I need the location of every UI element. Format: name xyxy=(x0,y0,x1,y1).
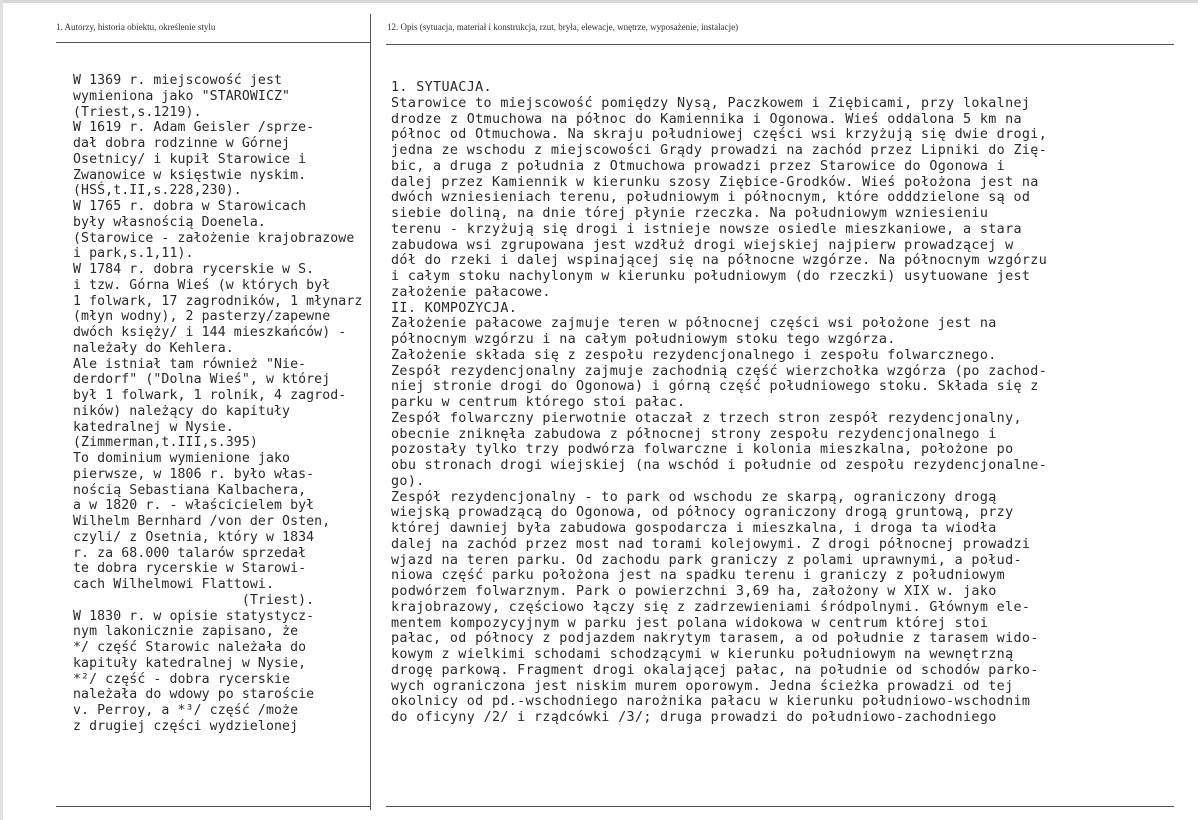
text-line: czyli/ z Osetnia, który w 1834 xyxy=(73,529,315,545)
text-line: Założenie składa się z zespołu rezydencjonalnego i zespołu folwarcznego. xyxy=(391,347,997,363)
text-line: i całym stoku nachylonym w kierunku południowym (do rzeczki) usytuowane jest xyxy=(391,269,1031,284)
text-line: pozostały tylko trzy podwórza folwarczne i kolonia mieszkalna, położone po xyxy=(391,442,1014,458)
text-line: pałac, od północy z podjazdem nakrytym tarasem, a od południe z tarasem wido- xyxy=(391,631,1039,647)
scan-edge-top xyxy=(0,0,1198,3)
text-line: północ od Otmuchowa. Na skraju południowej części wsi krzyżują się dwie drogi, xyxy=(391,127,1048,143)
text-line: cach Wilhelmowi Flattowi. xyxy=(73,577,274,592)
text-line: Zespół rezydencjonalny zajmuje zachodnią część wierzchołka wzgórza (po zachod- xyxy=(391,363,1048,379)
scan-edge-left xyxy=(0,0,3,820)
text-line: terenu - krzyżują się drogi i istnieje nowsze osiedle mieszkaniowe, a stara xyxy=(391,221,1022,237)
right-bottom-rule xyxy=(386,806,1174,807)
text-line: Wilhelm Bernhard /von der Osten, xyxy=(73,514,331,529)
text-line: W 1784 r. dobra rycerskie w S. xyxy=(73,262,315,277)
text-line: a w 1820 r. - właścicielem był xyxy=(73,498,315,514)
text-line: 1 folwark, 17 zagrodników, 1 młynarz xyxy=(73,293,363,309)
left-column-text xyxy=(73,73,373,735)
text-line: założenie pałacowe. xyxy=(391,284,551,300)
text-line: do oficyny /2/ i rządcówki /3/; druga prowadzi do południowo-zachodniego xyxy=(391,710,997,725)
text-line: parku w centrum którego stoi pałac. xyxy=(391,395,686,410)
text-line: Zespół rezydencjonalny - to park od wschodu ze skarpą, ograniczony drogą xyxy=(391,489,997,505)
text-line: te dobra rycerskie w Starowi- xyxy=(73,561,307,577)
right-header-rule xyxy=(386,44,1174,45)
text-line: r. za 68.000 talarów sprzedał xyxy=(73,545,307,561)
text-line: Ale istniał tam również "Nie- xyxy=(73,356,307,372)
text-line: drogę parkową. Fragment drogi okalającej pałac, na południe od schodów parko- xyxy=(391,662,1039,678)
text-line: katedralnej w Nysie. xyxy=(73,419,234,435)
text-line: był 1 folwark, 1 rolnik, 4 zagrod- xyxy=(73,388,347,403)
text-line: niej stronie drogi do Ogonowa) i górną część południowego stoku. Składa się z xyxy=(391,379,1039,395)
text-line: 1. SYTUACJA. xyxy=(391,80,492,95)
text-line: (HSŚ,t.II,s.228,230). xyxy=(73,183,242,199)
text-line: ników) należący do kapituły xyxy=(73,403,291,419)
text-line: (Starowice - założenie krajobrazowe xyxy=(73,230,355,246)
text-line: kowym z wielkimi schodami schodzącymi w kierunku południowym na wewnętrzną xyxy=(391,647,1014,662)
text-line: bic, a druga z południa z Otmuchowa prowadzi przez Starowice do Ogonowa i xyxy=(391,158,1006,174)
text-line: podwórzem folwarznym. Park o powierzchni 3,69 ha, założony w XIX w. jako xyxy=(391,584,997,599)
text-line: dalej na zachód przez most nad torami kolejowymi. Z drogi północnej prowadzi xyxy=(391,536,1031,552)
text-line: nym lakonicznie zapisano, że xyxy=(73,624,299,640)
text-line: z drugiej części wydzielonej xyxy=(73,718,299,734)
text-line: */ część Starowic należała do xyxy=(73,640,307,655)
text-line: Zwanowice w księstwie nyskim. xyxy=(73,167,307,183)
text-line: (Zimmerman,t.III,s.395) xyxy=(73,435,258,451)
text-line: derdorf" ("Dolna Wieś", w której xyxy=(73,372,331,388)
text-line: drodze z Otmuchowa na północ do Kamiennika i Ogonowa. Wieś oddalona 5 km na xyxy=(391,111,1022,127)
text-line: v. Perroy, a *³/ część /może xyxy=(73,703,299,718)
text-line: północnym wzgórzu i na całym południowym stoku tego wzgórza. xyxy=(391,332,896,347)
text-line: niowa część parku położona jest na spadku terenu i graniczy z południowym xyxy=(391,568,1006,584)
text-line: (Triest,s.1219). xyxy=(73,104,202,120)
text-line: wiejską prowadzącą do Ogonowa, od północy ograniczony drogą gruntową, przy xyxy=(391,505,1014,521)
text-line: były własnością Doenela. xyxy=(73,214,266,230)
text-line: dalej przez Kamiennik w kierunku szosy Ziębice-Grodków. Wieś położona jest na xyxy=(391,174,1039,190)
text-line: wymieniona jako "STAROWICZ" xyxy=(73,88,291,104)
text-line: której dawniej była zabudowa gospodarcza i mieszkalna, i droga ta wiodła xyxy=(391,521,997,536)
text-line: dół do rzeki i dalej wspinającej się na północne wzgórze. Na północnym wzgórzu xyxy=(391,253,1048,269)
text-line: Osetnicy/ i kupił Starowice i xyxy=(73,151,307,167)
right-column-header: 12. Opis (sytuacja, materiał i konstrukcja, rzut, bryła, elewacje, wnętrze, wyposażenie, instalacje) xyxy=(387,22,739,32)
text-line: i tzw. Górna Wieś (w których był xyxy=(73,277,331,293)
left-header-rule xyxy=(56,42,370,43)
text-line: (Triest). xyxy=(73,592,315,608)
text-line: W 1369 r. miejscowość jest xyxy=(73,73,283,88)
text-line: W 1619 r. Adam Geisler /sprze- xyxy=(73,120,315,136)
text-line: To dominium wymienione jako xyxy=(73,451,291,466)
text-line: jedna ze wschodu z miejscowości Grądy prowadzi na zachód przez Lipniki do Zię- xyxy=(391,143,1048,158)
text-line: go). xyxy=(391,473,425,489)
text-line: nością Sebastiana Kalbachera, xyxy=(73,482,307,498)
text-line: Starowice to miejscowość pomiędzy Nysą, Paczkowem i Ziębicami, przy lokalnej xyxy=(391,95,1031,111)
text-line: krajobrazowy, częściowo łączy się z zadrzewieniami śródpolnymi. Głównym ele- xyxy=(391,599,1031,615)
text-line: obu stronach drogi wiejskiej (na wschód i południe od zespołu rezydencjonalne- xyxy=(391,458,1048,473)
right-column-text xyxy=(391,80,1171,726)
text-line: należała do wdowy po staroście xyxy=(73,687,315,703)
text-line: Zespół folwarczny pierwotnie otaczał z trzech stron zespół rezydencjonalny, xyxy=(391,410,1022,426)
left-column-header: 1. Autorzy, historia obiektu, określenie stylu xyxy=(56,22,216,32)
text-line: pierwsze, w 1806 r. było włas- xyxy=(73,466,315,482)
text-line: wjazd na teren parku. Od zachodu park graniczy z polami uprawnymi, a połud- xyxy=(391,552,1022,568)
text-line: II. KOMPOZYCJA. xyxy=(391,300,518,316)
text-line: (młyn wodny), 2 pasterzy/zapewne xyxy=(73,309,331,325)
text-line: *²/ część - dobra rycerskie xyxy=(73,671,291,687)
text-line: dwóch wzniesieniach terenu, południowym i północnym, które odddzielone są od xyxy=(391,190,1031,206)
text-line: i park,s.1,11). xyxy=(73,246,194,262)
text-line: zabudowa wsi zgrupowana jest wzdłuż drogi wiejskiej najpierw prowadzącej w xyxy=(391,237,1014,253)
text-line: mentem kompozycyjnym w parku jest polana widokowa w centrum której stoi xyxy=(391,615,989,631)
left-bottom-rule xyxy=(56,806,370,807)
text-line: Założenie pałacowe zajmuje teren w północnej części wsi położone jest na xyxy=(391,316,997,332)
text-line: wych ograniczona jest niskim murem oporowym. Jedna ścieżka prowadzi od tej xyxy=(391,678,1014,694)
text-line: W 1830 r. w opisie statystycz- xyxy=(73,608,315,624)
text-line: siebie doliną, na dnie tórej płynie rzeczka. Na południowym wzniesieniu xyxy=(391,206,989,221)
text-line: kapituły katedralnej w Nysie, xyxy=(73,655,307,671)
text-line: należały do Kehlera. xyxy=(73,340,234,356)
text-line: dał dobra rodzinne w Górnej xyxy=(73,136,291,151)
text-line: obecnie zniknęła zabudowa z północnej strony zespołu rezydencjonalnego i xyxy=(391,426,997,442)
text-line: okolnicy od pd.-wschodniego narożnika pałacu w kierunku południowo-wschodnim xyxy=(391,694,1031,710)
text-line: W 1765 r. dobra w Starowicach xyxy=(73,199,307,214)
text-line: dwóch księży/ i 144 mieszkańców) - xyxy=(73,325,347,340)
